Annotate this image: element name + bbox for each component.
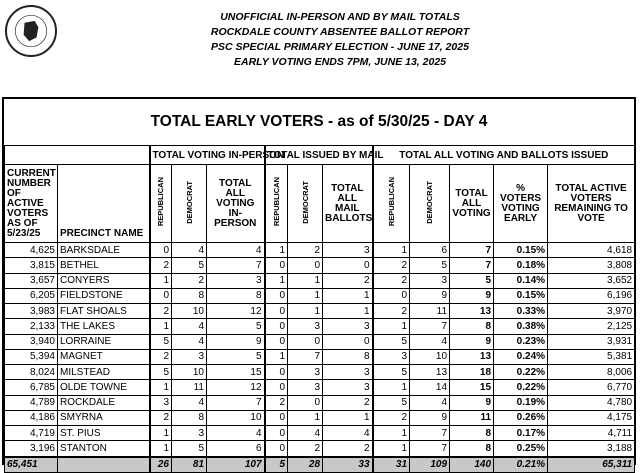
cell-mail-total: 3: [323, 380, 373, 395]
cell-ip-republican: 2: [150, 258, 172, 273]
cell-all-republican: 1: [373, 243, 410, 258]
sheet-title: TOTAL EARLY VOTERS - as of 5/30/25 - DAY 4: [150, 113, 488, 130]
cell-pct-early: 0.24%: [494, 349, 548, 364]
precinct-row: [5, 334, 635, 349]
total-ip-democrat: 81: [172, 457, 207, 473]
cell-ip-total: 12: [207, 304, 265, 319]
cell-active-voters: 8,024: [5, 365, 58, 380]
cell-mail-republican: 1: [265, 273, 288, 288]
cell-ip-republican: 1: [150, 319, 172, 334]
precinct-row: [5, 380, 635, 395]
precinct-row: [5, 426, 635, 441]
total-mail-republican: 5: [265, 457, 288, 473]
cell-all-republican: 1: [373, 441, 410, 457]
cell-active-voters: 3,815: [5, 258, 58, 273]
cell-all-total: 9: [450, 334, 494, 349]
cell-ip-democrat: 8: [172, 288, 207, 303]
cell-remaining: 3,970: [548, 304, 635, 319]
cell-mail-republican: 1: [265, 349, 288, 364]
cell-remaining: 6,196: [548, 288, 635, 303]
cell-mail-total: 3: [323, 243, 373, 258]
cell-ip-total: 4: [207, 426, 265, 441]
cell-ip-total: 10: [207, 410, 265, 425]
cell-pct-early: 0.15%: [494, 243, 548, 258]
county-seal-graphic: [7, 7, 55, 55]
cell-active-voters: 5,394: [5, 349, 58, 364]
cell-precinct: ROCKDALE: [58, 395, 150, 410]
group-header-blank: [5, 146, 150, 165]
cell-remaining: 4,618: [548, 243, 635, 258]
cell-ip-total: 3: [207, 273, 265, 288]
cell-mail-democrat: 7: [288, 349, 323, 364]
col-all-republican: REPUBLICAN: [386, 177, 396, 227]
cell-mail-total: 2: [323, 273, 373, 288]
total-remaining: 65,311: [548, 457, 635, 473]
group-in-person: TOTAL VOTING IN-PERSON: [150, 146, 265, 165]
cell-remaining: 6,770: [548, 380, 635, 395]
cell-mail-total: 1: [323, 410, 373, 425]
cell-ip-democrat: 2: [172, 273, 207, 288]
cell-active-voters: 4,789: [5, 395, 58, 410]
total-ip-republican: 26: [150, 457, 172, 473]
cell-precinct: BARKSDALE: [58, 243, 150, 258]
cell-all-republican: 5: [373, 395, 410, 410]
col-total-mail: TOTAL ALL MAIL BALLOTS: [323, 165, 373, 243]
cell-pct-early: 0.15%: [494, 288, 548, 303]
cell-all-republican: 2: [373, 258, 410, 273]
cell-all-total: 13: [450, 304, 494, 319]
cell-ip-total: 7: [207, 395, 265, 410]
cell-ip-total: 15: [207, 365, 265, 380]
cell-all-total: 8: [450, 441, 494, 457]
cell-all-democrat: 5: [410, 258, 450, 273]
precinct-row: [5, 258, 635, 273]
precinct-row: [5, 349, 635, 364]
precinct-rows: [5, 243, 635, 457]
cell-ip-democrat: 3: [172, 349, 207, 364]
cell-active-voters: 4,719: [5, 426, 58, 441]
cell-ip-democrat: 4: [172, 319, 207, 334]
cell-precinct: MILSTEAD: [58, 365, 150, 380]
cell-ip-democrat: 10: [172, 304, 207, 319]
cell-mail-total: 0: [323, 334, 373, 349]
cell-pct-early: 0.18%: [494, 258, 548, 273]
cell-all-democrat: 9: [410, 288, 450, 303]
total-mail-democrat: 28: [288, 457, 323, 473]
cell-mail-republican: 0: [265, 288, 288, 303]
cell-active-voters: 2,133: [5, 319, 58, 334]
cell-remaining: 2,125: [548, 319, 635, 334]
cell-ip-democrat: 3: [172, 426, 207, 441]
cell-all-total: 8: [450, 426, 494, 441]
cell-all-democrat: 7: [410, 441, 450, 457]
precinct-row: [5, 243, 635, 258]
cell-mail-democrat: 1: [288, 410, 323, 425]
precinct-row: [5, 410, 635, 425]
col-total-in-person: TOTAL ALL VOTING IN-PERSON: [207, 165, 265, 243]
cell-mail-democrat: 3: [288, 365, 323, 380]
totals-row: [5, 457, 635, 473]
cell-ip-republican: 1: [150, 426, 172, 441]
cell-ip-republican: 2: [150, 410, 172, 425]
cell-ip-democrat: 10: [172, 365, 207, 380]
cell-precinct: SMYRNA: [58, 410, 150, 425]
header-line-2: ROCKDALE COUNTY ABSENTEE BALLOT REPORT: [210, 26, 470, 38]
header-line-1: UNOFFICIAL IN-PERSON AND BY MAIL TOTALS: [220, 11, 460, 23]
county-seal: [5, 5, 57, 57]
cell-ip-republican: 1: [150, 441, 172, 457]
cell-pct-early: 0.38%: [494, 319, 548, 334]
cell-all-republican: 1: [373, 426, 410, 441]
col-mail-republican: REPUBLICAN: [271, 177, 281, 227]
cell-ip-democrat: 4: [172, 334, 207, 349]
cell-mail-republican: 1: [265, 243, 288, 258]
cell-ip-total: 5: [207, 349, 265, 364]
cell-all-total: 9: [450, 395, 494, 410]
cell-ip-total: 7: [207, 258, 265, 273]
cell-precinct: BETHEL: [58, 258, 150, 273]
cell-mail-democrat: 1: [288, 273, 323, 288]
early-voters-table: [4, 145, 635, 473]
cell-remaining: 4,711: [548, 426, 635, 441]
cell-mail-republican: 0: [265, 441, 288, 457]
cell-all-republican: 0: [373, 288, 410, 303]
cell-mail-democrat: 2: [288, 243, 323, 258]
cell-all-democrat: 11: [410, 304, 450, 319]
precinct-row: [5, 304, 635, 319]
precinct-row: [5, 395, 635, 410]
col-active-voters: CURRENT NUMBER OF ACTIVE VOTERS AS OF 5/23/25: [5, 165, 58, 243]
cell-pct-early: 0.14%: [494, 273, 548, 288]
cell-all-democrat: 13: [410, 365, 450, 380]
cell-precinct: FIELDSTONE: [58, 288, 150, 303]
cell-mail-democrat: 3: [288, 319, 323, 334]
cell-active-voters: 4,625: [5, 243, 58, 258]
cell-mail-democrat: 1: [288, 304, 323, 319]
cell-all-democrat: 4: [410, 334, 450, 349]
cell-mail-republican: 0: [265, 319, 288, 334]
cell-all-democrat: 4: [410, 395, 450, 410]
cell-remaining: 4,175: [548, 410, 635, 425]
column-header-row: [5, 165, 635, 243]
cell-pct-early: 0.23%: [494, 334, 548, 349]
report-header: [60, 10, 620, 70]
cell-ip-republican: 1: [150, 380, 172, 395]
total-all-democrat: 109: [410, 457, 450, 473]
cell-pct-early: 0.17%: [494, 426, 548, 441]
cell-all-total: 15: [450, 380, 494, 395]
cell-ip-republican: 5: [150, 334, 172, 349]
cell-pct-early: 0.33%: [494, 304, 548, 319]
cell-all-republican: 3: [373, 349, 410, 364]
cell-mail-republican: 0: [265, 304, 288, 319]
early-voters-sheet: [2, 97, 636, 470]
cell-active-voters: 3,657: [5, 273, 58, 288]
cell-remaining: 4,780: [548, 395, 635, 410]
cell-mail-democrat: 4: [288, 426, 323, 441]
header-line-4: EARLY VOTING ENDS 7PM, JUNE 13, 2025: [233, 56, 446, 68]
cell-mail-republican: 0: [265, 380, 288, 395]
cell-mail-republican: 0: [265, 334, 288, 349]
group-header-row: [5, 146, 635, 165]
cell-all-democrat: 9: [410, 410, 450, 425]
cell-remaining: 3,808: [548, 258, 635, 273]
cell-all-republican: 2: [373, 273, 410, 288]
cell-all-total: 8: [450, 319, 494, 334]
cell-pct-early: 0.25%: [494, 441, 548, 457]
total-pct-early: 0.21%: [494, 457, 548, 473]
total-ip-total: 107: [207, 457, 265, 473]
cell-all-republican: 2: [373, 304, 410, 319]
cell-remaining: 3,931: [548, 334, 635, 349]
cell-all-democrat: 3: [410, 273, 450, 288]
cell-all-democrat: 7: [410, 319, 450, 334]
total-active-voters: 65,451: [5, 457, 58, 473]
group-all: TOTAL ALL VOTING AND BALLOTS ISSUED: [373, 146, 635, 165]
total-precinct: [58, 457, 150, 473]
total-all-total: 140: [450, 457, 494, 473]
cell-precinct: OLDE TOWNE: [58, 380, 150, 395]
cell-mail-republican: 0: [265, 258, 288, 273]
col-all-democrat: DEMOCRAT: [425, 180, 435, 224]
group-by-mail: TOTAL ISSUED BY MAIL: [265, 146, 373, 165]
precinct-row: [5, 273, 635, 288]
cell-all-republican: 5: [373, 334, 410, 349]
header-line-3: PSC SPECIAL PRIMARY ELECTION - JUNE 17, 2025: [211, 41, 469, 53]
cell-pct-early: 0.22%: [494, 380, 548, 395]
cell-ip-total: 6: [207, 441, 265, 457]
cell-active-voters: 6,785: [5, 380, 58, 395]
precinct-row: [5, 319, 635, 334]
precinct-row: [5, 288, 635, 303]
cell-mail-total: 1: [323, 304, 373, 319]
cell-mail-republican: 0: [265, 365, 288, 380]
col-mail-democrat: DEMOCRAT: [300, 180, 310, 224]
cell-mail-democrat: 1: [288, 288, 323, 303]
cell-precinct: THE LAKES: [58, 319, 150, 334]
cell-mail-total: 4: [323, 426, 373, 441]
cell-all-total: 18: [450, 365, 494, 380]
cell-remaining: 3,188: [548, 441, 635, 457]
cell-mail-republican: 0: [265, 426, 288, 441]
cell-ip-democrat: 11: [172, 380, 207, 395]
cell-active-voters: 3,940: [5, 334, 58, 349]
cell-mail-total: 2: [323, 441, 373, 457]
cell-ip-democrat: 4: [172, 243, 207, 258]
cell-remaining: 8,006: [548, 365, 635, 380]
cell-ip-democrat: 5: [172, 258, 207, 273]
cell-ip-total: 4: [207, 243, 265, 258]
cell-active-voters: 3,196: [5, 441, 58, 457]
cell-ip-republican: 1: [150, 273, 172, 288]
cell-ip-republican: 0: [150, 243, 172, 258]
cell-ip-total: 5: [207, 319, 265, 334]
cell-pct-early: 0.22%: [494, 365, 548, 380]
cell-mail-total: 8: [323, 349, 373, 364]
total-mail-total: 33: [323, 457, 373, 473]
cell-ip-total: 12: [207, 380, 265, 395]
col-ip-democrat: DEMOCRAT: [184, 180, 194, 224]
cell-all-democrat: 7: [410, 426, 450, 441]
cell-all-total: 11: [450, 410, 494, 425]
cell-active-voters: 3,983: [5, 304, 58, 319]
cell-ip-democrat: 8: [172, 410, 207, 425]
precinct-row: [5, 441, 635, 457]
cell-all-total: 5: [450, 273, 494, 288]
cell-all-democrat: 14: [410, 380, 450, 395]
cell-mail-republican: 2: [265, 395, 288, 410]
cell-ip-republican: 5: [150, 365, 172, 380]
cell-mail-total: 3: [323, 319, 373, 334]
col-total-voting: TOTAL ALL VOTING: [450, 165, 494, 243]
cell-ip-democrat: 5: [172, 441, 207, 457]
cell-mail-total: 2: [323, 395, 373, 410]
cell-mail-total: 1: [323, 288, 373, 303]
cell-active-voters: 6,205: [5, 288, 58, 303]
cell-mail-democrat: 0: [288, 334, 323, 349]
cell-ip-democrat: 4: [172, 395, 207, 410]
cell-mail-republican: 0: [265, 410, 288, 425]
cell-ip-republican: 0: [150, 288, 172, 303]
cell-mail-democrat: 3: [288, 380, 323, 395]
cell-precinct: FLAT SHOALS: [58, 304, 150, 319]
total-all-republican: 31: [373, 457, 410, 473]
cell-pct-early: 0.26%: [494, 410, 548, 425]
cell-all-total: 9: [450, 288, 494, 303]
cell-mail-democrat: 0: [288, 395, 323, 410]
cell-precinct: CONYERS: [58, 273, 150, 288]
cell-active-voters: 4,186: [5, 410, 58, 425]
col-ip-republican: REPUBLICAN: [156, 177, 166, 227]
cell-precinct: MAGNET: [58, 349, 150, 364]
col-pct-early: % VOTERS VOTING EARLY: [494, 165, 548, 243]
cell-mail-total: 0: [323, 258, 373, 273]
cell-ip-republican: 2: [150, 304, 172, 319]
cell-all-republican: 5: [373, 365, 410, 380]
cell-all-republican: 1: [373, 380, 410, 395]
cell-mail-democrat: 2: [288, 441, 323, 457]
cell-all-democrat: 10: [410, 349, 450, 364]
cell-mail-total: 3: [323, 365, 373, 380]
cell-all-republican: 1: [373, 319, 410, 334]
cell-all-total: 7: [450, 243, 494, 258]
cell-precinct: LORRAINE: [58, 334, 150, 349]
cell-ip-republican: 2: [150, 349, 172, 364]
cell-mail-democrat: 0: [288, 258, 323, 273]
cell-ip-total: 8: [207, 288, 265, 303]
cell-pct-early: 0.19%: [494, 395, 548, 410]
cell-ip-total: 9: [207, 334, 265, 349]
col-precinct: PRECINCT NAME: [58, 165, 150, 243]
precinct-row: [5, 365, 635, 380]
cell-remaining: 3,652: [548, 273, 635, 288]
col-remaining: TOTAL ACTIVE VOTERS REMAINING TO VOTE: [548, 165, 635, 243]
cell-precinct: STANTON: [58, 441, 150, 457]
cell-all-total: 7: [450, 258, 494, 273]
cell-all-democrat: 6: [410, 243, 450, 258]
cell-precinct: ST. PIUS: [58, 426, 150, 441]
cell-remaining: 5,381: [548, 349, 635, 364]
cell-ip-republican: 3: [150, 395, 172, 410]
cell-all-republican: 2: [373, 410, 410, 425]
cell-all-total: 13: [450, 349, 494, 364]
